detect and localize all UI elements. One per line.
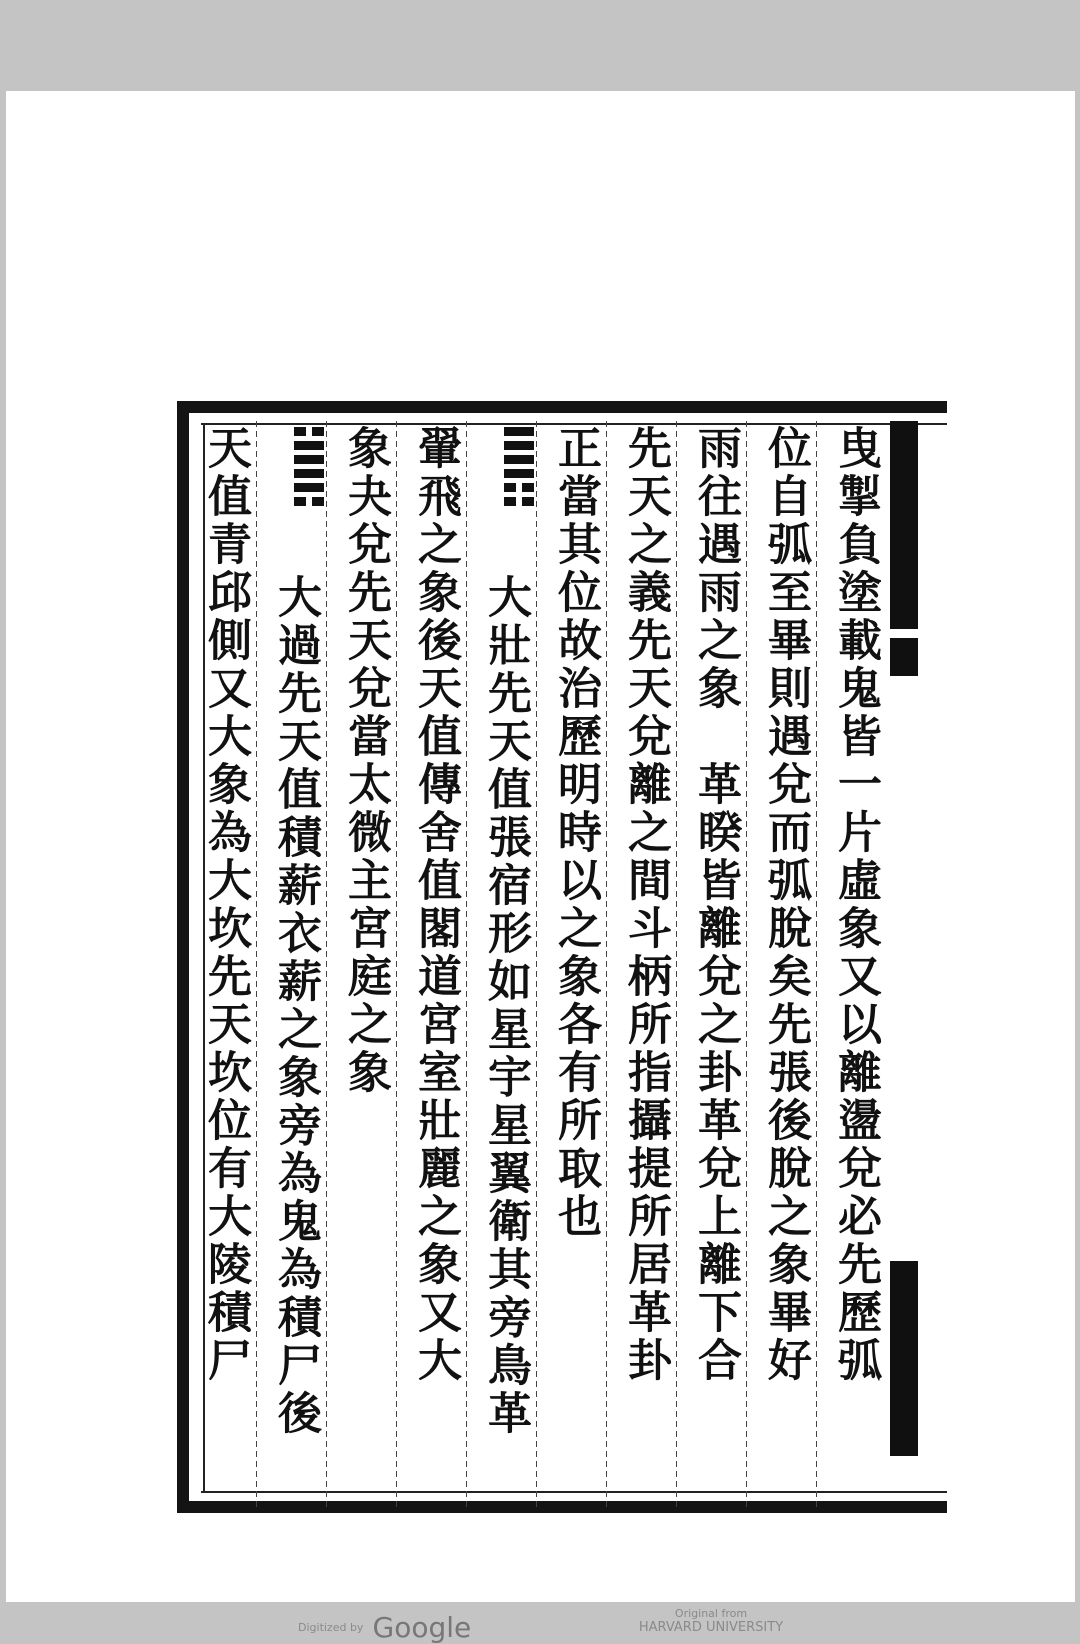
text-column	[824, 425, 886, 1485]
column-rule	[816, 421, 817, 1511]
column-text: 位自弧至畢則遇兌而弧脫矣先張後脫之象畢好	[760, 425, 811, 1385]
institution-label: HARVARD UNIVERSITY	[638, 1620, 784, 1635]
text-column	[754, 425, 816, 1485]
harvard-origin-watermark	[636, 1607, 786, 1635]
daguo-hexagram-icon	[292, 425, 326, 511]
column-text: 曳掣負塗載鬼皆一片虛象又以離盪兌必先歷弧	[830, 425, 881, 1385]
column-rule	[606, 421, 607, 1511]
scanned-page	[6, 91, 1075, 1644]
column-rule	[676, 421, 677, 1511]
column-rule	[326, 421, 327, 1511]
text-column	[404, 425, 466, 1485]
column-text: 翬飛之象後天值傳舍值閣道宮室壯麗之象又大	[410, 425, 461, 1385]
column-text: 正當其位故治歷明時以之象各有所取也	[550, 425, 601, 1241]
dazhuang-hexagram-icon	[502, 425, 536, 511]
column-text: 天值青邱側又大象為大坎先天坎位有大陵積尸	[200, 425, 251, 1385]
google-logo: Google	[372, 1611, 472, 1644]
column-text: 雨往遇雨之象 革睽皆離兌之卦革兌上離下合	[690, 425, 741, 1385]
column-rule	[536, 421, 537, 1511]
column-text: 先天之義先天兌離之間斗柄所指攝提所居革卦	[620, 425, 671, 1385]
text-column	[684, 425, 746, 1485]
binding-edge-bar	[890, 421, 918, 629]
column-rule	[396, 421, 397, 1511]
column-text: 大壯先天值張宿形如星宇星翼衛其旁鳥革	[480, 574, 531, 1438]
text-column	[614, 425, 676, 1485]
column-rule	[256, 421, 257, 1511]
frame-inner-line	[201, 1491, 947, 1493]
text-column	[194, 425, 256, 1485]
text-column	[334, 425, 396, 1485]
column-text: 象夬兌先天兌當太微主宮庭之象	[340, 425, 391, 1097]
column-rule	[746, 421, 747, 1511]
column-rule	[466, 421, 467, 1511]
text-column	[474, 425, 536, 1485]
binding-edge-bar	[890, 1261, 918, 1456]
google-digitized-watermark	[298, 1611, 471, 1644]
text-column	[264, 425, 326, 1485]
column-text: 大過先天值積薪衣薪之象旁為鬼為積尸後	[270, 574, 321, 1438]
text-column	[544, 425, 606, 1485]
original-from-label: Original from	[674, 1607, 748, 1620]
digitized-by-label: Digitized by	[298, 1621, 364, 1634]
binding-edge-bar	[890, 638, 918, 676]
